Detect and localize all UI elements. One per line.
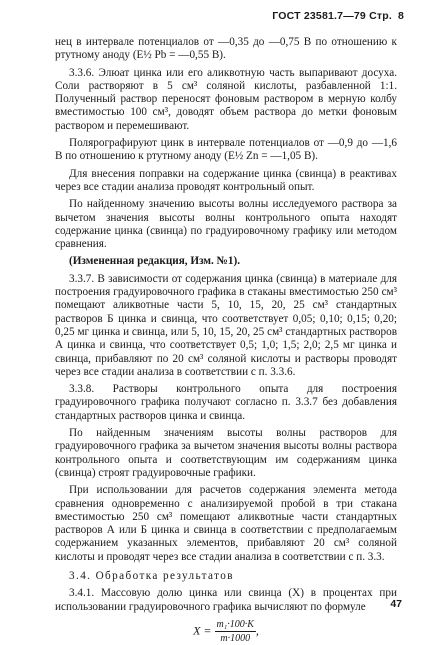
paragraph-continuation: нец в интервале потенциалов от —0,35 до —0,75 В по отношению к ртутному аноду (E½ Pb = —0,55 В). xyxy=(55,36,397,62)
formula-lhs: X = xyxy=(193,623,212,638)
standard-reference: ГОСТ 23581.7—79 Стр. xyxy=(272,10,392,22)
paragraph-wave-height: По найденному значению высоты волны исследуемого раствора за вычетом значения высоты волны контрольного опыта находят содержание цинка (свинца) по градуировочному графику или методом сравнения. xyxy=(55,198,397,251)
section-heading: 3.4. Обработка результатов xyxy=(69,569,234,582)
amendment-note: (Измененная редакция, Изм. №1). xyxy=(69,255,240,268)
formula-numerator: m₁·100·K xyxy=(215,618,256,632)
paragraph-control-test: Для внесения поправки на содержание цинка (свинца) в реактивах через все стадии анализа проводят контрольный опыт. xyxy=(55,167,397,193)
formula-denominator: m·1000 xyxy=(220,633,251,645)
page-number: 47 xyxy=(390,598,402,610)
paragraph-3-3-7: 3.3.7. В зависимости от содержания цинка (свинца) в материале для построения градуировочного графика в стаканы вместимостью 250 см³ помещают аликвотные части 5, 10, 15, 20, 25 см³ стандартных растворов Б цинка и свинца, что соответствует 0,05; 0,10; 0,15; 0,20; 0,25 мг цинка и свинца, или 5, 10, 15, 20, 25 см³ стандартных растворов А цинка и свинца, что соответствует 0,5; 1,0; 1,5; 2,0; 2,5 мг цинка и свинца, прибавляют по 20 см³ соляной кислоты и растворы проводят через все стадии анализа в соответствии с п. 3.3.6. xyxy=(55,272,397,378)
paragraph-3-4-1: 3.4.1. Массовую долю цинка или свинца (X) в процентах при использовании градуировочного графика вычисляют по формуле xyxy=(55,587,397,613)
paragraph-comparison-method: При использовании для расчетов содержания элемента метода сравнения одновременно с анализируемой пробой в три стакана вместимостью 250 см³ помещают аликвотные части стандартных растворов А или Б цинка и свинца в соответствии с предполагаемым содержанием указанных элементов, прибавляют 20 см³ соляной кислоты и проводят через все стадии анализа в соответствии с п. 3.3. xyxy=(55,484,397,563)
formula-tail: , xyxy=(255,623,259,638)
paragraph-polarography: Полярографируют цинк в интервале потенциалов от —0,9 до —1,6 В по отношению к ртутному аноду (E½ Zn = —1,05 В). xyxy=(55,137,397,163)
page-header xyxy=(272,10,404,22)
formula-fraction xyxy=(215,618,256,645)
document-body xyxy=(55,36,397,645)
paragraph-3-3-6: 3.3.6. Элюат цинка или его аликвотную часть выпаривают досуха. Соли растворяют в 5 см³ соляной кислоты, разбавленной 1:1. Полученный раствор переносят фоновым раствором в мерную колбу вместимостью 100 см³, доводят объем раствора до метки фоновым раствором и перемешивают. xyxy=(55,66,397,132)
paragraph-3-3-8: 3.3.8. Растворы контрольного опыта для построения градуировочного графика получают согласно п. 3.3.7 без добавления стандартных растворов цинка и свинца. xyxy=(55,383,397,422)
paragraph-calibration: По найденным значениям высоты волны растворов для градуировочного графика за вычетом значения высоты волны раствора контрольного опыта и соответствующим им содержаниям цинка (свинца) строят градуировочные графики. xyxy=(55,427,397,479)
header-page-number: 8 xyxy=(397,10,404,22)
formula xyxy=(55,618,397,645)
